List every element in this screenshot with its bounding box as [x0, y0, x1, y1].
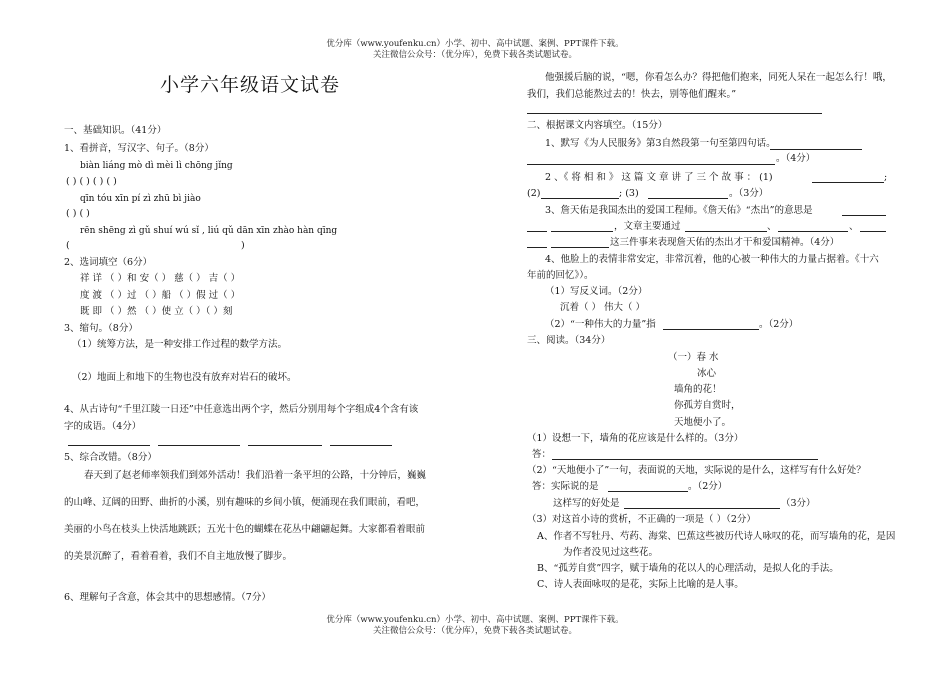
fill-question-3: 3、詹天佑是我国杰出的爱国工程师。《詹天佑》“杰出”的意思是 [545, 205, 813, 216]
answer-brackets-2: ( ) ( ) [66, 208, 90, 219]
reading-question-1: （1）设想一下，墙角的花应该是什么样的。（3分） [527, 433, 744, 444]
reading-question-2: （2）“天地便小了”一句，表面说的天地，实际说的是什么，这样写有什么好处？ [527, 465, 866, 476]
poem-line-3: 天地便小了。 [674, 417, 732, 428]
answer-line [551, 231, 613, 232]
answer-brackets-1: ( ) ( ) ( ) ( ) [66, 176, 117, 187]
passage-line-1: 春天到了赵老师率领我们到郊外活动！我们沿着一条平坦的公路，十分钟后，巍巍 [84, 470, 427, 481]
option-b: B、“孤芳自赏”四字，赋于墙角的花以人的心理活动，是拟人化的手法。 [537, 563, 839, 574]
answer-bracket-open: ( [66, 240, 70, 251]
fill-question-1-points: 。（4分） [776, 153, 816, 164]
fill-question-2-part-3: ; (3) [619, 188, 639, 199]
answer-line [551, 247, 609, 248]
answer-line [527, 113, 822, 114]
antonym-row: 沉着（ ） 伟大（ ） [560, 302, 646, 313]
fill-question-2-separator: ; [884, 172, 888, 183]
fill-question-3-end: 这三件事来表现詹天佑的杰出才干和爱国精神。（4分） [610, 237, 840, 248]
question-4: 4、从古诗句“千里江陵一日还”中任意选出两个字，然后分别用每个字组成4个含有该 [64, 404, 419, 415]
pinyin-row-2: qīn tóu xīn pí zì zhū bì jiào [80, 194, 201, 204]
header-line-2: 关注微信公众号：（优分库），免费下载各类试题试卷。 [372, 50, 577, 60]
question-2: 2、选词填空（6分） [64, 257, 153, 268]
passage-line-2: 的山峰、辽阔的田野、曲折的小溪，别有趣味的乡间小镇，便涌现在我们眼前，看吧， [64, 497, 426, 508]
word-choice-row-2: 度 渡 （ ）过 （ ）船 （ ）假 过（ ） [80, 290, 241, 301]
answer-line [648, 198, 728, 199]
fill-question-2: 2 、《 将 相 和 》 这 篇 文 章 讲 了 三 个 故 事 ： (1) [545, 172, 773, 183]
fill-question-4: 4、他脸上的表情非常安定，非常沉着，他的心被一种伟大的力量占据着。《十六 [545, 254, 879, 265]
option-a-continued: 为作者没见过这些花。 [563, 547, 659, 558]
answer-line [624, 508, 780, 509]
option-c: C、诗人表面咏叹的是花，实际上比喻的是人事。 [537, 579, 744, 590]
answer-line [527, 164, 775, 165]
section-1-heading: 一、基础知识。（41分） [64, 125, 167, 136]
answer-line [663, 329, 759, 330]
poem-author: 冰心 [697, 368, 717, 379]
answer-line [608, 491, 688, 492]
section-3-heading: 三、阅读。（34分） [527, 335, 611, 346]
footer-line-1: 优分库（www.youfenku.cn）小学、初中、高中试题、案例、PPT课件下载。 [326, 615, 624, 625]
section-2-heading: 二、根据课文内容填空。（15分） [527, 120, 668, 131]
question-4-continued: 字的成语。（4分） [64, 421, 142, 432]
question-3-item-1: （1）统筹方法，是一种安排工作过程的数学方法。 [72, 339, 288, 350]
answer-line [68, 445, 150, 446]
fill-question-2-points: 。（3分） [729, 188, 769, 199]
answer-line [248, 445, 322, 446]
poem-line-2: 你孤芳自赏时， [674, 400, 741, 411]
question-3-item-2: （2）地面上和地下的生物也没有放弃对岩石的破坏。 [72, 372, 297, 383]
answer-line [685, 231, 767, 232]
passage-line-3: 美丽的小鸟在枝头上快活地跳跃；五光十色的蝴蝶在花丛中翩翩起舞。大家都看着眼前 [64, 524, 426, 535]
pinyin-row-1: biàn liáng mò dì mèi lì chōng jǐng [80, 161, 233, 171]
reading-question-1-answer-label: 答： [532, 449, 552, 460]
question-5: 5、综合改错。（8分） [64, 452, 157, 463]
header-line-1: 优分库（www.youfenku.cn）小学、初中、高中试题、案例、PPT课件下载。 [326, 39, 624, 49]
answer-line [812, 182, 884, 183]
fill-question-3-sep-1: 、 [767, 221, 777, 232]
reading-question-3: （3）对这首小诗的赏析，不正确的一项是（ ）（2分） [527, 514, 756, 525]
passage-line-4: 的美景沉醉了，看着看着，我们不自主地放慢了脚步。 [64, 551, 293, 562]
answer-line [158, 445, 240, 446]
footer-line-2: 关注微信公众号：（优分库），免费下载各类试题试卷。 [372, 626, 577, 636]
option-a: A、作者不写牡丹、芍药、海棠、巴蕉这些被历代诗人咏叹的花，而写墙角的花，是因 [537, 531, 896, 542]
fill-question-2-part-2: (2) [527, 188, 541, 199]
answer-line [527, 231, 547, 232]
fill-question-3-sep-2: 、 [849, 221, 859, 232]
fill-question-3-mid: ，文章主要通过 [614, 221, 681, 232]
pinyin-row-3: rēn shēng zì gǔ shuí wú sǐ , liú qǔ dān xīn zhào hàn qīng [80, 226, 338, 236]
answer-line [541, 198, 619, 199]
poem-line-1: 墙角的花！ [674, 384, 722, 395]
page-title: 小学六年级语文试卷 [160, 74, 341, 96]
answer-line [552, 459, 818, 460]
passage-continued-1: 他强援后脑的说，“嗯，你看怎么办？得把他们抱来，同死人呆在一起怎么行！哦， [545, 72, 892, 83]
reading-question-2-part-2: 这样写的好处是 [553, 498, 620, 509]
poem-title: （一）春 水 [668, 352, 719, 363]
answer-bracket-close: ) [241, 240, 245, 251]
fill-question-4-continued: 年前的回忆》）。 [527, 270, 594, 281]
reading-question-2-points: 。（2分） [688, 481, 728, 492]
word-choice-row-1: 祥 详 （ ）和 安（ ） 慈（ ） 吉（ ） [80, 273, 241, 284]
fill-question-4-item-1: （1）写反义词。（2分） [545, 286, 648, 297]
answer-line [778, 231, 848, 232]
answer-line [770, 149, 862, 150]
question-6: 6、理解句子含意，体会其中的思想感情。（7分） [64, 592, 271, 603]
reading-question-2-part-2-points: （3分） [781, 498, 816, 509]
answer-line [860, 231, 886, 232]
fill-question-1: 1、默写《为人民服务》第3自然段第一句至第四句话。 [545, 138, 776, 149]
question-3: 3、缩句。（8分） [64, 323, 138, 334]
word-choice-row-3: 既 即 （ ）然 （ ）使 立（ ）（ ）刻 [80, 306, 233, 317]
fill-question-4-item-2-points: 。（2分） [759, 319, 799, 330]
reading-question-2-answer-label: 答：实际说的是 [532, 481, 599, 492]
answer-line [527, 247, 547, 248]
answer-line [842, 215, 886, 216]
question-1: 1、看拼音，写汉字、句子。（8分） [64, 143, 214, 154]
passage-continued-2: 我们，我们总能熬过去的！快去，别等他们醒来。” [527, 89, 737, 100]
fill-question-4-item-2: （2）“一种伟大的力量”指 [545, 319, 656, 330]
answer-line [330, 445, 392, 446]
